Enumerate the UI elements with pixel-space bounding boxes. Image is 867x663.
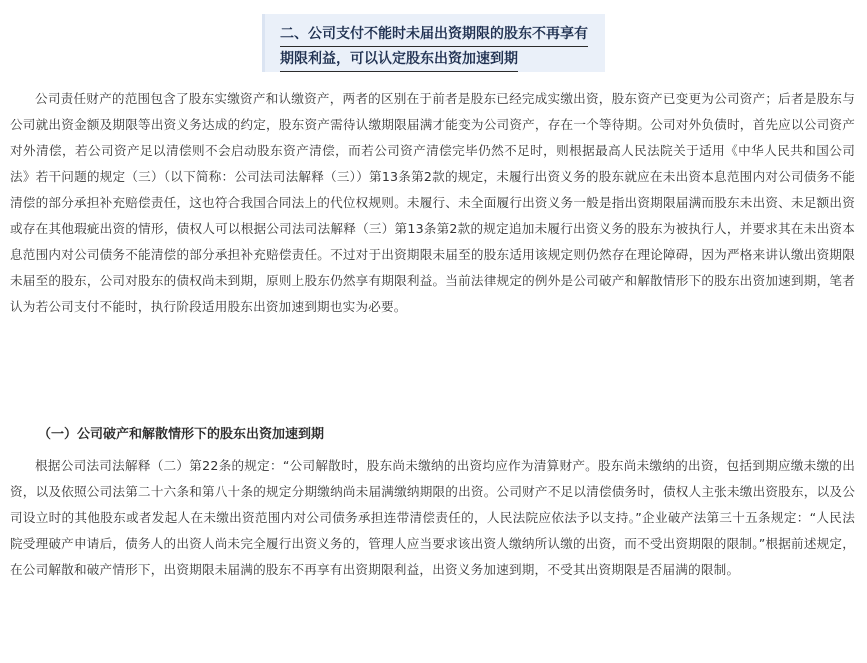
paragraph-1-text: 公司责任财产的范围包含了股东实缴资产和认缴资产，两者的区别在于前者是股东已经完成实缴出资，股东资产已变更为公司资产；后者是股东与公司就出资金额及期限等出资义务达成的约定，股东资产需待认缴期限届满才能变为公司资产，存在一个等待期。公司对外负债时，首先应以公司资产对外清偿，若公司资产足以清偿则不会启动股东资产清偿，而若公司资产清偿完毕仍然不足时，则根据最高人民法院关于适用《中华人民共和国公司法》若干问题的规定（三）（以下简称：公司法司法解释（三））第13条第2款的规定，未履行出资义务的股东就应在未出资本息范围内对公司债务不能清偿的部分承担补充赔偿责任，这也符合我国合同法上的代位权规则。未履行、未全面履行出资义务一般是指出资期限届满而股东未出资、未足额出资或存在其他瑕疵出资的情形，债权人可以根据公司法司法解释（三）第13条第2款的规定追加未履行出资义务的股东为被执行人，并要求其在未出资本息范围内对公司债务不能清偿的部分承担补充赔偿责任。不过对于出资期限未届至的股东适用该规定则仍然存在理论障碍，因为严格来讲认缴出资期限未届至的股东，公司对股东的债权尚未到期，原则上股东仍然享有期限利益。当前法律规定的例外是公司破产和解散情形下的股东出资加速到期，笔者认为若公司支付不能时，执行阶段适用股东出资加速到期也实为必要。 bbox=[10, 91, 855, 314]
paragraph-2 bbox=[10, 453, 855, 583]
section-heading bbox=[280, 22, 610, 72]
paragraph-2-text: 根据公司法司法解释（二）第22条的规定：“公司解散时，股东尚未缴纳的出资均应作为清算财产。股东尚未缴纳的出资，包括到期应缴未缴的出资，以及依照公司法第二十六条和第八十条的规定分期缴纳尚未届满缴纳期限的出资。公司财产不足以清偿债务时，债权人主张未缴出资股东，以及公司设立时的其他股东或者发起人在未缴出资范围内对公司债务承担连带清偿责任的，人民法院应依法予以支持。”企业破产法第三十五条规定：“人民法院受理破产申请后，债务人的出资人尚未完全履行出资义务的，管理人应当要求该出资人缴纳所认缴的出资，而不受出资期限的限制。”根据前述规定，在公司解散和破产情形下，出资期限未届满的股东不再享有出资期限利益，出资义务加速到期，不受其出资期限是否届满的限制。 bbox=[10, 458, 855, 577]
subheading: （一）公司破产和解散情形下的股东出资加速到期 bbox=[38, 427, 325, 442]
paragraph-1 bbox=[10, 86, 855, 320]
section-heading-line2: 期限利益，可以认定股东出资加速到期 bbox=[280, 47, 518, 72]
section-heading-line1: 二、公司支付不能时未届出资期限的股东不再享有 bbox=[280, 22, 588, 47]
